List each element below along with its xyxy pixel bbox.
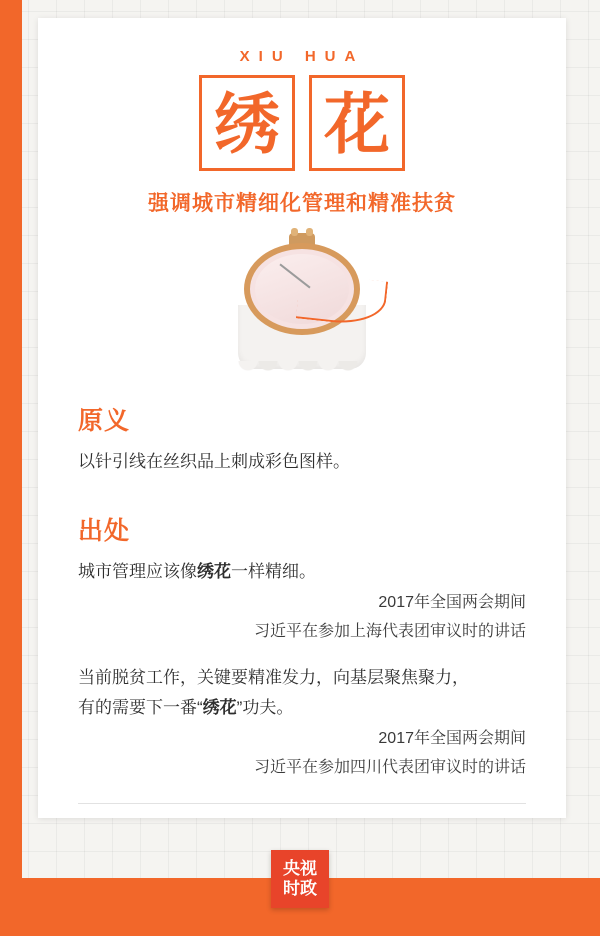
quote-2-prefix: 有的需要下一番“ — [78, 698, 203, 717]
thread-icon — [296, 273, 388, 328]
cctv-logo — [271, 850, 329, 908]
quote-1-prefix: 城市管理应该像 — [78, 562, 197, 581]
pinyin-label: XIU HUA — [239, 48, 365, 65]
quote-2-line-2 — [78, 693, 526, 723]
quote-2-suffix: ”功夫。 — [236, 698, 294, 717]
body-content — [38, 401, 566, 781]
section-heading-source: 出处 — [78, 517, 131, 545]
logo-line-1: 央视 — [283, 859, 317, 879]
content-card — [38, 18, 566, 818]
original-meaning-text: 以针引线在丝织品上刺成彩色图样。 — [78, 452, 350, 471]
quote-2-attribution-line-1: 2017年全国两会期间 — [378, 730, 526, 747]
quote-1 — [78, 557, 526, 587]
quote-2-line-1: 当前脱贫工作，关键要精准发力，向基层聚焦聚力， — [78, 668, 469, 687]
quote-2-attribution-line-2: 习近平在参加四川代表团审议时的讲话 — [253, 759, 526, 776]
title-char-1: 绣 — [199, 75, 295, 171]
embroidery-hoop-icon — [38, 231, 566, 383]
title-row — [38, 75, 566, 171]
quote-1-emphasis: 绣花 — [197, 562, 231, 581]
logo-line-2: 时政 — [283, 879, 317, 899]
section-heading-original-meaning: 原义 — [78, 407, 131, 435]
quote-2-emphasis: 绣花 — [202, 698, 237, 717]
footer-divider — [78, 803, 526, 804]
left-accent-bar — [0, 0, 22, 936]
subtitle: 强调城市精细化管理和精准扶贫 — [148, 192, 456, 215]
title-char-2: 花 — [309, 75, 405, 171]
paragraph-gap — [78, 645, 526, 663]
quote-1-attribution-line-2: 习近平在参加上海代表团审议时的讲话 — [253, 623, 526, 640]
quote-1-suffix: 一样精细。 — [231, 562, 316, 581]
quote-1-attribution-line-1: 2017年全国两会期间 — [378, 594, 526, 611]
logo-text — [283, 859, 317, 899]
